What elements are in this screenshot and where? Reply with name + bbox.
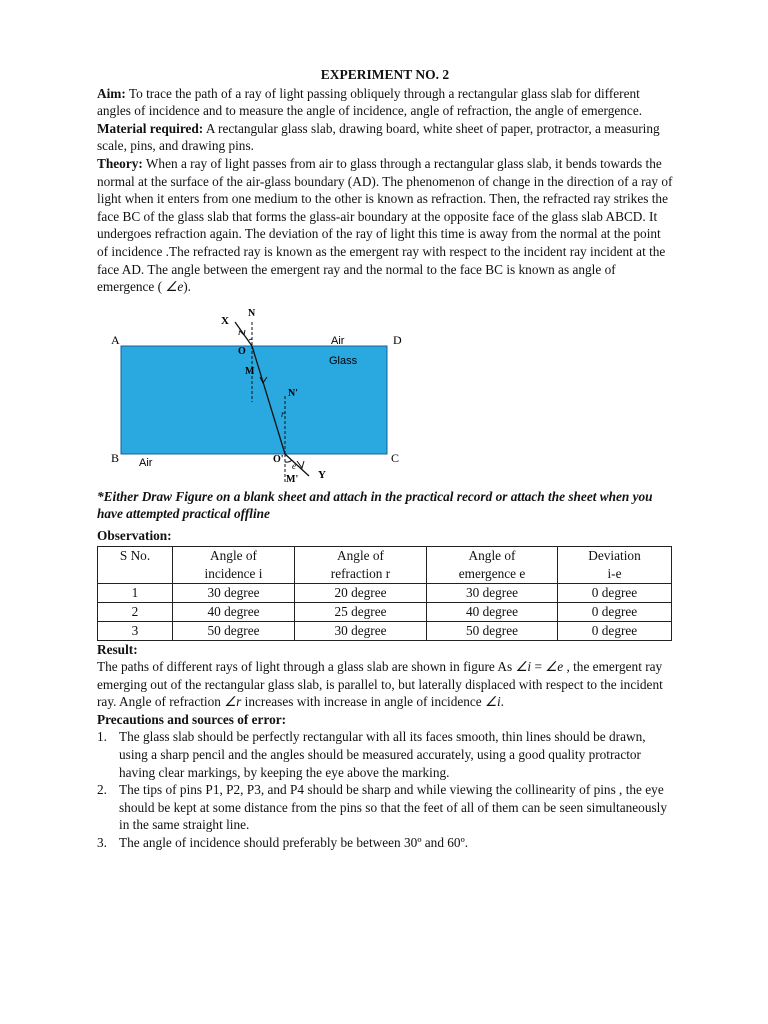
list-text: The angle of incidence should preferably be between 30º and 60º. — [119, 835, 469, 851]
label-o: O — [238, 345, 246, 357]
label-c: C — [391, 450, 400, 465]
result-text-4: . — [500, 694, 504, 710]
material-label: Material required: — [97, 120, 204, 136]
table-cell: 0 degree — [558, 621, 672, 640]
result-text-3: increases with increase in angle of incidence — [241, 694, 486, 710]
label-e: e — [292, 460, 296, 471]
table-cell: 40 degree — [427, 602, 558, 621]
header-incidence: Angle of incidence i — [173, 546, 295, 583]
precautions-label: Precautions and sources of error: — [97, 711, 287, 727]
table-cell: 30 degree — [173, 583, 295, 602]
table-cell: 40 degree — [173, 602, 295, 621]
experiment-title: EXPERIMENT NO. 2 — [320, 67, 450, 82]
list-text: The glass slab should be perfectly rectangular with all its faces smooth, thin lines should be drawn, using a sharp pencil and the angles should be measured accurately, using a good quality protractor having clear markings, by keeping the eye above the marking. — [119, 729, 646, 780]
list-text: The tips of pins P1, P2, P3, and P4 should be sharp and while viewing the collinearity of pins , the eye should be kept at some distance from the pins so that the feet of all of them can be seen simultaneously in the same straight line. — [119, 782, 667, 833]
label-x: X — [221, 314, 229, 327]
angle-i-symbol: ∠i — [515, 659, 532, 675]
result-text-1: The paths of different rays of light through a glass slab are shown in figure As — [97, 659, 516, 675]
label-m: M — [245, 365, 255, 377]
table-cell: 30 degree — [295, 621, 427, 640]
label-r: r — [281, 408, 285, 419]
result-label: Result: — [97, 641, 138, 657]
table-row — [98, 602, 672, 621]
result-paragraph — [97, 658, 673, 711]
angle-i-symbol-2: ∠i — [485, 694, 501, 710]
theory-end: ). — [183, 279, 192, 295]
table-cell: 2 — [98, 602, 173, 621]
list-item — [97, 781, 673, 834]
label-b: B — [111, 450, 120, 465]
glass-slab-figure — [97, 304, 673, 482]
table-cell: 0 degree — [558, 602, 672, 621]
emergent-arrow-icon — [297, 461, 304, 468]
observation-label: Observation: — [97, 527, 172, 543]
label-n: N — [248, 307, 256, 319]
list-number: 1. — [97, 729, 107, 745]
aim-paragraph — [97, 85, 673, 120]
observation-table — [97, 546, 672, 641]
header-emergence: Angle of emergence e — [427, 546, 558, 583]
aim-text: To trace the path of a ray of light passing obliquely through a rectangular glass slab for different angles of incidence and to measure the angle of incidence, angle of refraction, the angle of emergence. — [97, 85, 643, 119]
label-o-prime: O' — [273, 453, 284, 465]
table-cell: 3 — [98, 621, 173, 640]
header-deviation: Deviation i-e — [558, 546, 672, 583]
refraction-diagram — [97, 304, 673, 482]
header-refraction: Angle of refraction r — [295, 546, 427, 583]
table-row — [98, 621, 672, 640]
angle-e-symbol-2: ∠e — [545, 659, 564, 675]
aim-label: Aim: — [97, 85, 126, 101]
list-item — [97, 728, 673, 781]
emergent-ray — [285, 454, 309, 476]
table-cell: 20 degree — [295, 583, 427, 602]
label-y: Y — [318, 468, 326, 481]
result-equals: = — [531, 659, 546, 675]
label-air-bottom: Air — [139, 456, 153, 469]
table-header-row — [98, 546, 672, 583]
material-text: A rectangular glass slab, drawing board, white sheet of paper, protractor, a measuring scale, pins, and drawing pins. — [97, 120, 660, 154]
list-item — [97, 834, 673, 852]
table-row — [98, 583, 672, 602]
label-d: D — [393, 332, 402, 347]
document-page — [97, 66, 673, 852]
result-text-2: , the emergent ray emerging out of the rectangular glass slab, is parallel to, but laterally displaced with respect to the incident ray. Angle of refraction — [97, 659, 663, 710]
material-paragraph — [97, 120, 673, 155]
angle-e-symbol: ∠e — [165, 279, 184, 295]
angle-r-symbol: ∠r — [224, 694, 242, 710]
table-cell: 50 degree — [173, 621, 295, 640]
label-m-prime: M' — [286, 473, 299, 482]
figure-note: *Either Draw Figure on a blank sheet and attach in the practical record or attach the sheet when you have attempted practical offline — [97, 488, 653, 522]
theory-paragraph — [97, 155, 673, 296]
label-i: i — [238, 326, 241, 337]
list-number: 3. — [97, 835, 107, 851]
label-air-top: Air — [331, 334, 345, 347]
header-sno: S No. — [98, 546, 173, 583]
label-glass: Glass — [329, 354, 358, 367]
table-cell: 25 degree — [295, 602, 427, 621]
theory-text: When a ray of light passes from air to glass through a rectangular glass slab, it bends towards the normal at the surface of the air-glass boundary (AD). The phenomenon of change in the direction of a ray of light when it enters from one medium to the other is known as refraction. Then, the refracted ray strikes the face BC of the glass slab that forms the glass-air boundary at the opposite face of the glass slab ABCD. It undergoes refraction again. The deviation of the ray of light this time is away from the normal at the point of incidence .The refracted ray is known as the emergent ray with respect to the incident ray incident at the face AD. The angle between the emergent ray and the normal to the face BC is known as angle of emergence ( — [97, 155, 673, 295]
label-a: A — [111, 332, 120, 347]
table-cell: 30 degree — [427, 583, 558, 602]
theory-label: Theory: — [97, 155, 143, 171]
label-n-prime: N' — [288, 387, 298, 399]
table-cell: 1 — [98, 583, 173, 602]
angle-e-arc — [285, 460, 292, 462]
table-cell: 50 degree — [427, 621, 558, 640]
table-cell: 0 degree — [558, 583, 672, 602]
list-number: 2. — [97, 782, 107, 798]
